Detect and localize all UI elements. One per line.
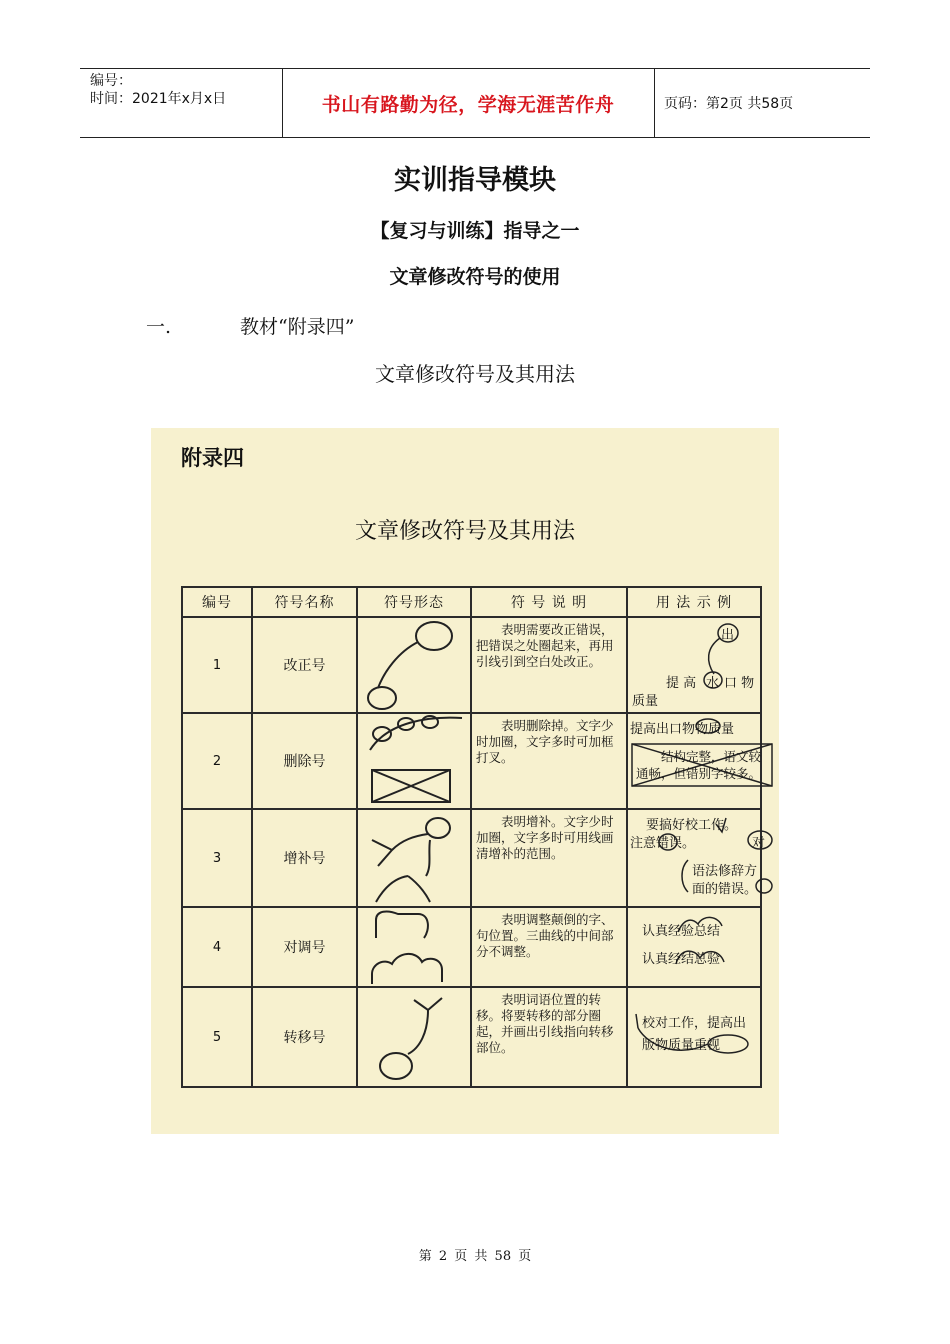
symbol-description: 表明调整颠倒的字、句位置。三曲线的中间部分不调整。 [471,907,627,987]
usage-example [627,907,761,987]
appendix-label: 附录四 [181,446,244,470]
col-header-number: 编号 [182,587,252,617]
example-wrong-char: 水 [706,676,720,691]
usage-example [627,987,761,1087]
example-text: 提高出口物物质量 [630,722,735,737]
slogan: 书山有路勤为径，学海无涯苦作舟 [321,93,615,116]
header-page-cell [654,69,870,137]
usage-example [627,809,766,907]
header-meta-cell [80,69,283,137]
row-number: 4 [182,907,252,987]
page-footer: 第 2 页 共 58 页 [418,1249,532,1264]
symbols-table [181,586,766,1088]
symbol-name: 增补号 [252,809,357,907]
usage-example [627,713,761,809]
example-text: 提 高 [666,676,697,691]
transfer-mark-shape [357,987,471,1087]
col-header-name: 符号名称 [252,587,357,617]
row-number: 2 [182,713,252,809]
time-label: 时间：2021年x月x日 [90,91,227,107]
table-row [182,809,761,907]
example-text: 口 物 [724,676,755,691]
scanned-appendix-image [151,428,779,1134]
symbol-name: 对调号 [252,907,357,987]
example-text: 认真经验总结 [642,924,721,939]
symbol-description: 表明需要改正错误，把错误之处圈起来，再用引线引到空白处改正。 [471,617,627,713]
example-text: 校对工作，提高出 [642,1016,747,1031]
usage-example [627,617,761,713]
symbol-description: 表明增补。文字少时加圈，文字多时可用线画清增补的范围。 [471,809,627,907]
example-text: 要搞好校工作。 [646,818,738,833]
row-number: 5 [182,987,252,1087]
page-title: 实训指导模块 [394,165,556,196]
symbol-name: 删除号 [252,713,357,809]
example-text: 语法修辞方 [692,864,758,879]
example-text: 结构完整，语文较通畅，但错别字较多。 [636,749,762,781]
example-text: 质量 [632,694,659,709]
figure-caption: 文章修改符号及其用法 [375,362,575,386]
document-header [80,68,870,138]
page-subtitle: 【复习与训练】指导之一 [370,220,580,242]
topic-heading: 文章修改符号的使用 [389,266,561,288]
example-text: 认真经结总验 [642,952,721,967]
deletion-mark-shape [357,713,471,809]
example-text: 面的错误。 [692,882,758,897]
number-label: 编号： [90,73,132,89]
insertion-mark-shape [357,809,471,907]
example-correction-text: 出 [721,628,735,643]
example-text: 注意错误。 [630,836,696,851]
row-number: 3 [182,809,252,907]
table-row [182,617,761,713]
table-row [182,987,761,1087]
row-number: 1 [182,617,252,713]
page-info: 页码：第2页 共58页 [664,96,794,112]
section-number: 一. [146,316,172,338]
section-text: 教材“附录四” [240,316,355,338]
col-header-description: 符 号 说 明 [471,587,627,617]
transposition-mark-shape [357,907,471,987]
example-text: 版物质量重视 [642,1038,721,1053]
symbol-description: 表明删除掉。文字少时加圈，文字多时可加框打叉。 [471,713,627,809]
table-header-row [182,587,761,617]
correction-mark-shape [357,617,471,713]
col-header-shape: 符号形态 [357,587,471,617]
symbol-description: 表明词语位置的转移。将要转移的部分圈起，并画出引线指向转移部位。 [471,987,627,1087]
scan-title: 文章修改符号及其用法 [354,519,575,544]
symbol-name: 改正号 [252,617,357,713]
table-row [182,713,761,809]
example-inserted-text: 对 [752,836,766,851]
symbol-name: 转移号 [252,987,357,1087]
table-row [182,907,761,987]
col-header-example: 用 法 示 例 [627,587,761,617]
header-slogan-cell [282,69,655,137]
